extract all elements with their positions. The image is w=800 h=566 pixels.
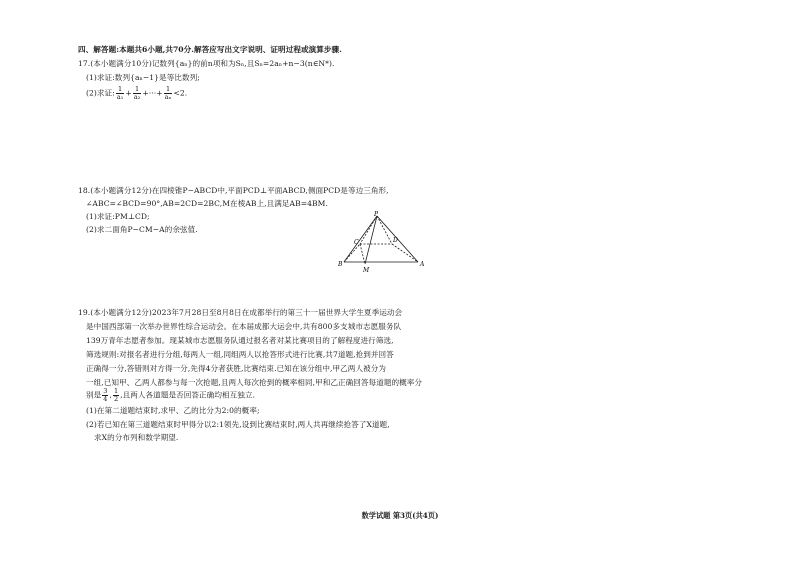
q19-line1: 19.(本小题满分12分)2023年7月28日至8月8日在成都举行的第三十一届世界大学生夏季运动会	[78, 308, 403, 317]
q18-part1: (1)求证:PM⊥CD;	[86, 212, 150, 221]
q19-line7: 别是 $\frac{3}{4}$ , $\frac{1}{2}$ ,且两人各道题是否回答正确均相互独立.	[86, 387, 256, 403]
q18-part2: (2)求二面角P−CM−A的余弦值.	[86, 225, 198, 234]
q19-line6: 一组,已知甲、乙两人都参与每一次抢题,且两人每次抢到的概率相同,甲和乙正确回答每道题的概率分	[86, 378, 423, 387]
label-D: D	[393, 237, 398, 244]
q18-line1: 18.(本小题满分12分)在四棱锥P−ABCD中,平面PCD⊥平面ABCD,侧面PCD是等边三角形,	[78, 186, 389, 195]
edge-PB	[344, 216, 377, 262]
q17-part1: (1)求证:数列{aₙ−1}是等比数列;	[86, 73, 200, 82]
fraction: $\frac{1}{\text{aₙ}}$	[164, 85, 172, 101]
edge-CM	[360, 244, 365, 264]
label-A: A	[420, 261, 425, 268]
edge-PM	[365, 216, 377, 264]
q19-part2-line2: 求X的分布列和数学期望.	[94, 433, 179, 442]
label-C: C	[354, 239, 359, 246]
q19-line4: 筛选规则:对报名者进行分组,每两人一组,同组两人以抢答形式进行比赛,共7道题,抢到并回答	[86, 350, 394, 359]
edge-PC	[360, 216, 377, 244]
fraction: $\frac{1}{\text{a₂}}$	[133, 85, 141, 101]
label-B: B	[338, 261, 343, 268]
fraction: $\frac{1}{\text{a₁}}$	[116, 85, 124, 101]
page-footer: 数学试题 第3页(共4页)	[361, 511, 439, 520]
q17-part2-prefix: (2)求证:	[86, 88, 115, 98]
q17-stem: 17.(本小题满分10分)记数列{aₙ}的前n项和为Sₙ,且Sₙ=2aₙ+n−3(n∈N*).	[78, 59, 335, 68]
edge-DA	[392, 244, 418, 262]
q17-part2: (2)求证: $\frac{1}{\text{a₁}}$ + $\frac{1}{\text{a₂}}$ +···+ $\frac{1}{\text{aₙ}}$ <2.	[86, 85, 188, 101]
fraction: $\frac{3}{4}$	[103, 387, 108, 403]
fraction: $\frac{1}{2}$	[113, 387, 119, 403]
edge-BC	[344, 244, 360, 262]
pyramid-figure	[336, 210, 432, 274]
q19-line5: 正确得一分,答错则对方得一分,先得4分者获胜,比赛结束.已知在该分组中,甲乙两人被分为	[86, 364, 387, 373]
q19-part2-line1: (2)若已知在第三道题结束时甲得分以2:1领先,设到比赛结束时,两人共再继续抢答了X道题,	[86, 420, 390, 429]
q19-line3: 139万青年志愿者参加。现某城市志愿服务队通过报名者对某比赛项目的了解程度进行筛选,	[86, 336, 394, 345]
q19-line2: 是中国西部第一次举办世界性综合运动会。在本届成都大运会中,共有800多支城市志愿服务队	[86, 322, 402, 331]
label-P: P	[374, 211, 379, 218]
section-title: 四、解答题:本题共6小题,共70分.解答应写出文字说明、证明过程或演算步骤.	[78, 45, 342, 54]
q19-part1: (1)在第二道题结束时,求甲、乙的比分为2:0的概率;	[86, 406, 260, 415]
label-M: M	[363, 267, 370, 274]
q18-line2: ∠ABC=∠BCD=90°,AB=2CD=2BC,M在棱AB上,且满足AB=4BM.	[86, 199, 328, 208]
